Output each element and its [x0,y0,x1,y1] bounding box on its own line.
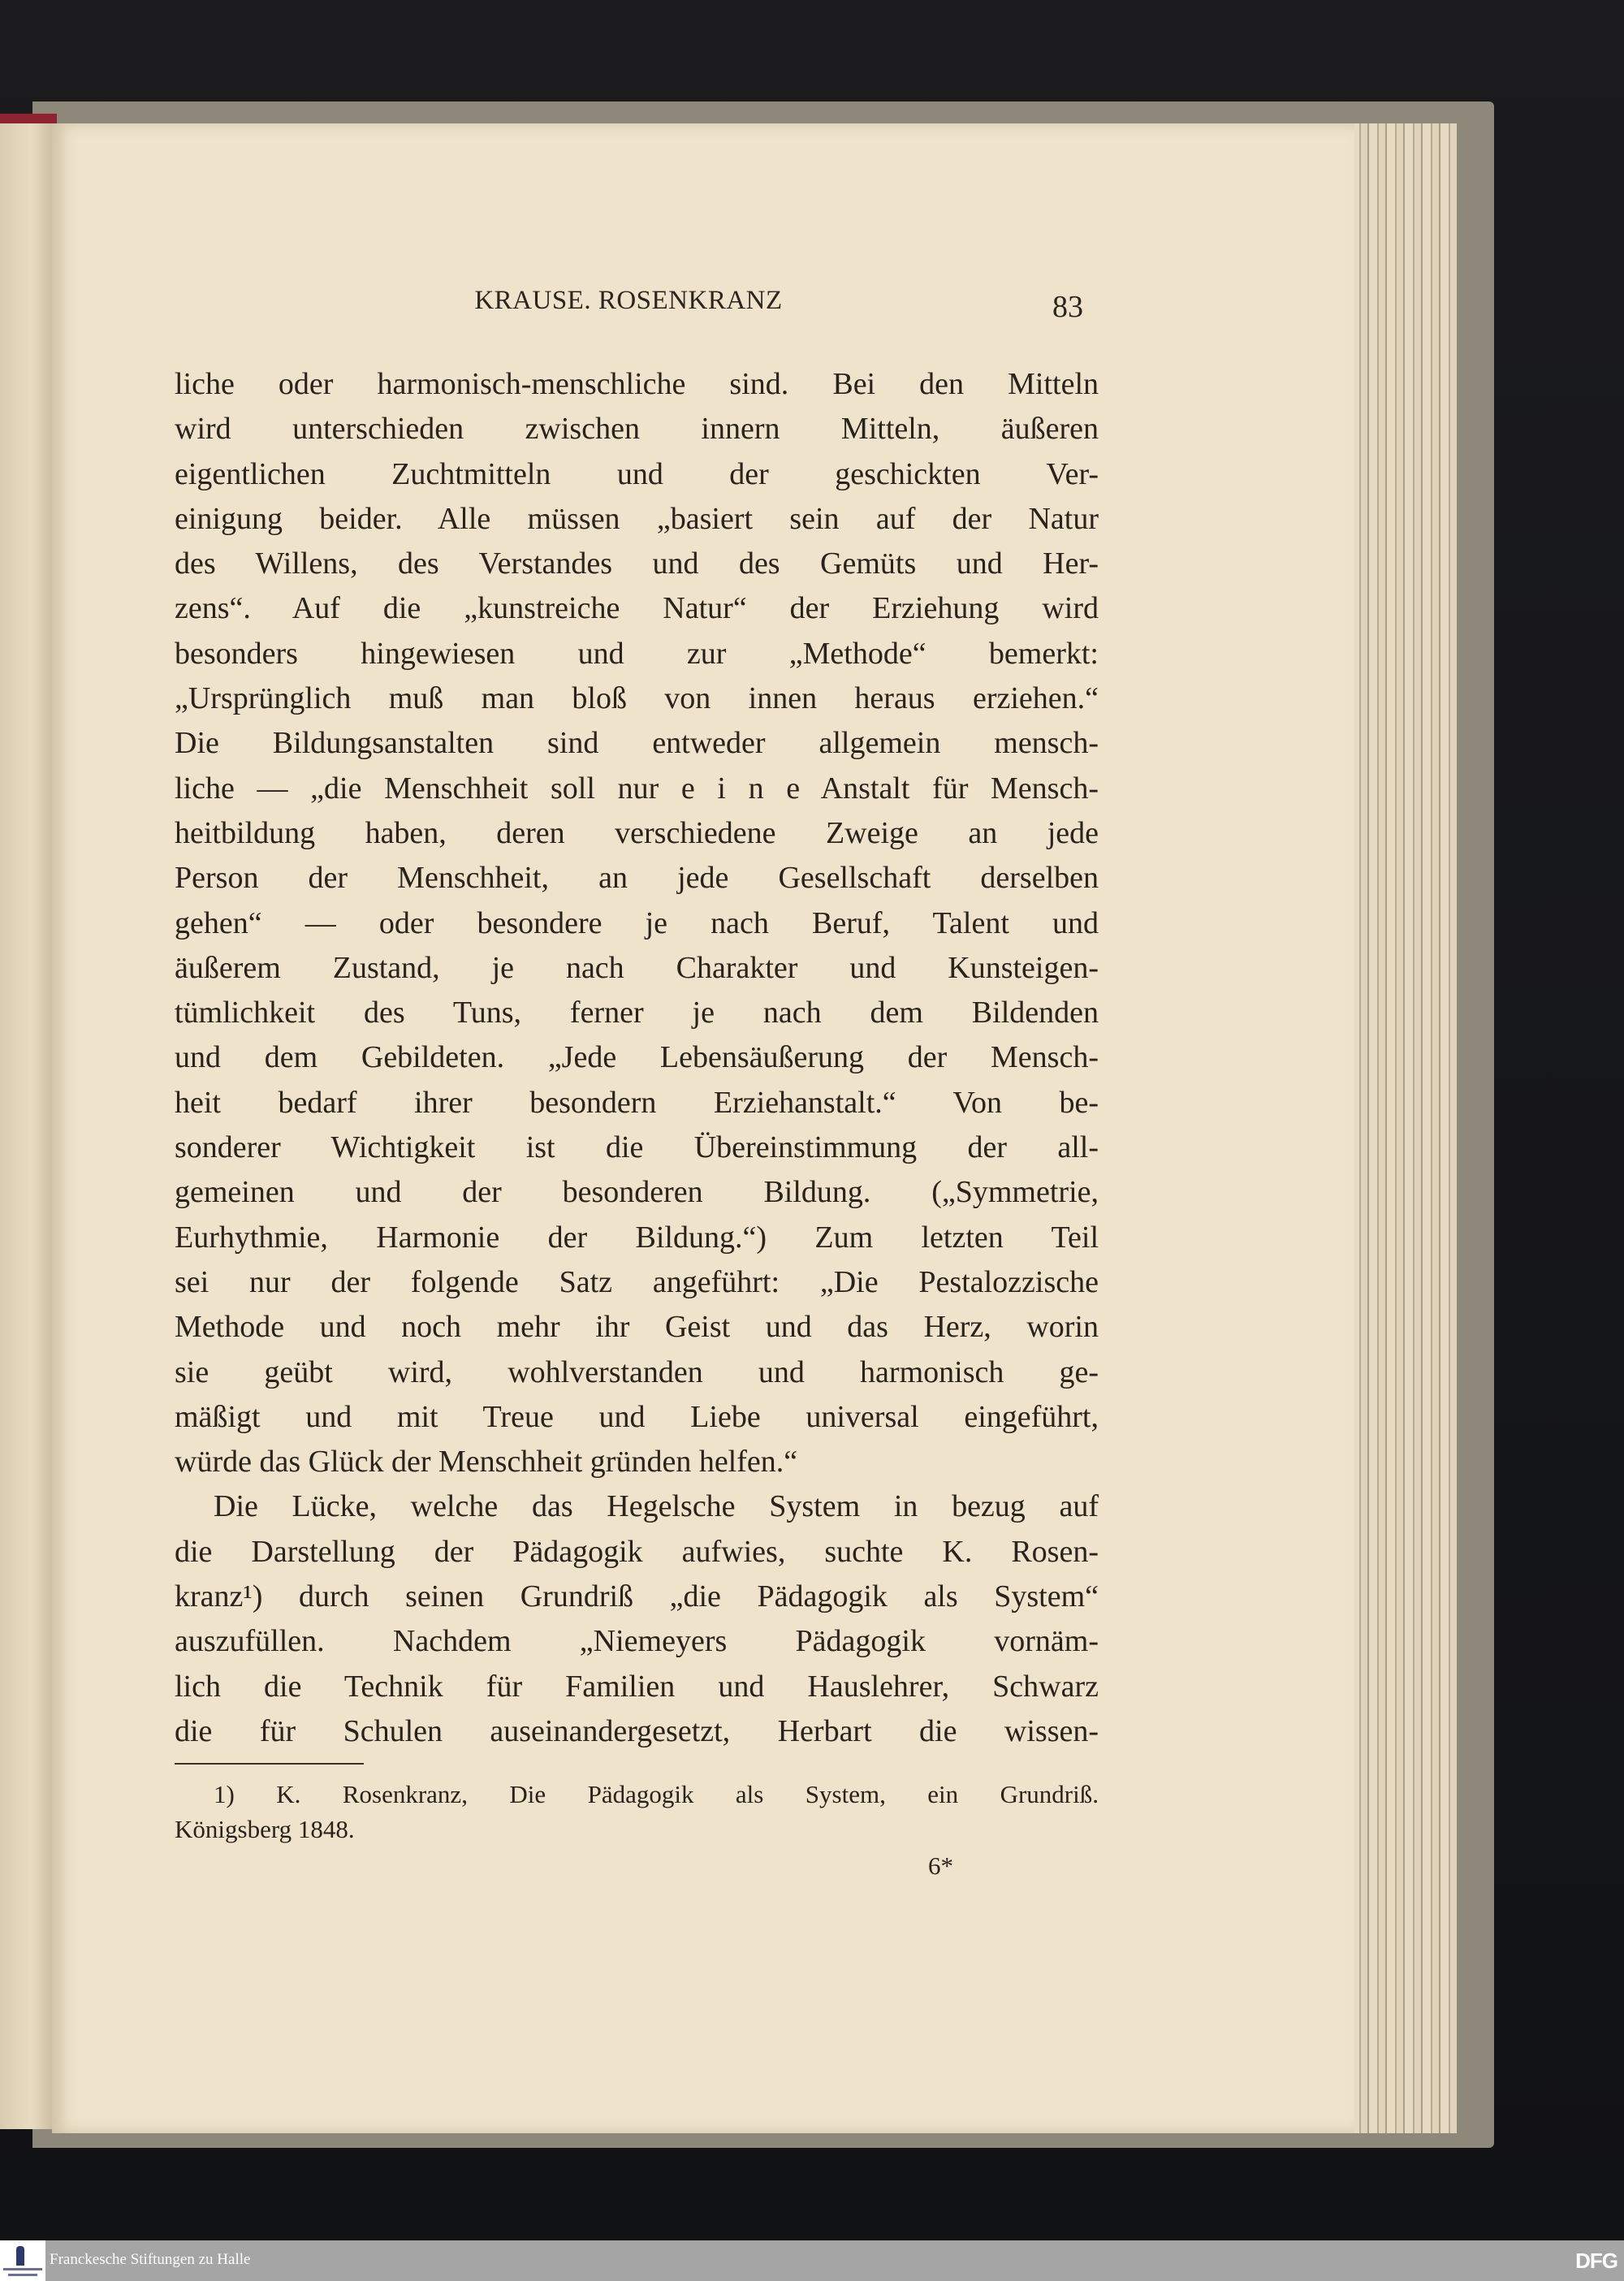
text-line: sonderer Wichtigkeit ist die Übereinstimmung der all- [175,1130,1099,1165]
text-line: die für Schulen auseinandergesetzt, Herbart die wissen- [175,1713,1099,1748]
text-line: besonders hingewiesen und zur „Methode“ bemerkt: [175,636,1099,671]
text-line: mäßigt und mit Treue und Liebe universal eingeführt, [175,1399,1099,1434]
text-line: zens“. Auf die „kunstreiche Natur“ der Erziehung wird [175,591,1099,626]
viewer-footer [0,2240,1624,2281]
institution-logo [0,2240,45,2281]
text-line: „Ursprünglich muß man bloß von innen heraus erziehen.“ [175,681,1099,716]
footnote-line: Königsberg 1848. [175,1815,355,1843]
left-page-edge [0,123,52,2129]
text-line: eigentlichen Zuchtmitteln und der geschickten Ver- [175,456,1099,491]
text-line: sei nur der folgende Satz angeführt: „Die Pestalozzische [175,1264,1099,1299]
text-line: liche oder harmonisch-menschliche sind. Bei den Mitteln [175,367,1099,401]
signature-mark: 6* [928,1851,953,1880]
text-line: heitbildung haben, deren verschiedene Zweige an jede [175,815,1099,850]
text-line: auszufüllen. Nachdem „Niemeyers Pädagogik vornäm- [175,1624,1099,1659]
running-head: KRAUSE. ROSENKRANZ [474,286,783,315]
text-line: Person der Menschheit, an jede Gesellschaft derselben [175,861,1099,896]
text-line: gehen“ — oder besondere je nach Beruf, Talent und [175,905,1099,940]
text-line: wird unterschieden zwischen innern Mitteln, äußeren [175,412,1099,447]
body-text [175,362,1099,1754]
text-line: einigung beider. Alle müssen „basiert sein auf der Natur [175,501,1099,536]
text-line: des Willens, des Verstandes und des Gemüts und Her- [175,546,1099,581]
footnotes [175,1777,1099,1847]
text-line: lich die Technik für Familien und Hauslehrer, Schwarz [175,1669,1099,1704]
text-line: würde das Glück der Menschheit gründen helfen.“ [175,1445,798,1480]
text-line: Eurhythmie, Harmonie der Bildung.“) Zum letzten Teil [175,1220,1099,1255]
text-line: sie geübt wird, wohlverstanden und harmonisch ge- [175,1354,1099,1389]
text-line: die Darstellung der Pädagogik aufwies, suchte K. Rosen- [175,1534,1099,1569]
text-line: liche — „die Menschheit soll nur e i n e Anstalt für Mensch- [175,771,1099,806]
page-edges [1351,123,1457,2133]
text-line: heit bedarf ihrer besondern Erziehanstalt.“ Von be- [175,1085,1099,1120]
dfg-logo: DFG [1575,2249,1618,2273]
text-line: tümlichkeit des Tuns, ferner je nach dem Bildenden [175,996,1099,1030]
footnote-line: 1) K. Rosenkranz, Die Pädagogik als System, ein Grundriß. [214,1780,1099,1808]
institution-name: Franckesche Stiftungen zu Halle [50,2251,251,2268]
footnote-rule [175,1763,364,1765]
page-number: 83 [1052,290,1083,324]
text-line: äußerem Zustand, je nach Charakter und Kunsteigen- [175,950,1099,985]
text-line: gemeinen und der besonderen Bildung. („Symmetrie, [175,1175,1099,1210]
text-line: Die Lücke, welche das Hegelsche System in bezug auf [214,1489,1099,1524]
text-line: Methode und noch mehr ihr Geist und das Herz, worin [175,1310,1099,1345]
text-line: kranz¹) durch seinen Grundriß „die Pädagogik als System“ [175,1579,1099,1614]
text-line: und dem Gebildeten. „Jede Lebensäußerung der Mensch- [175,1040,1099,1075]
text-line: Die Bildungsanstalten sind entweder allgemein mensch- [175,726,1099,761]
